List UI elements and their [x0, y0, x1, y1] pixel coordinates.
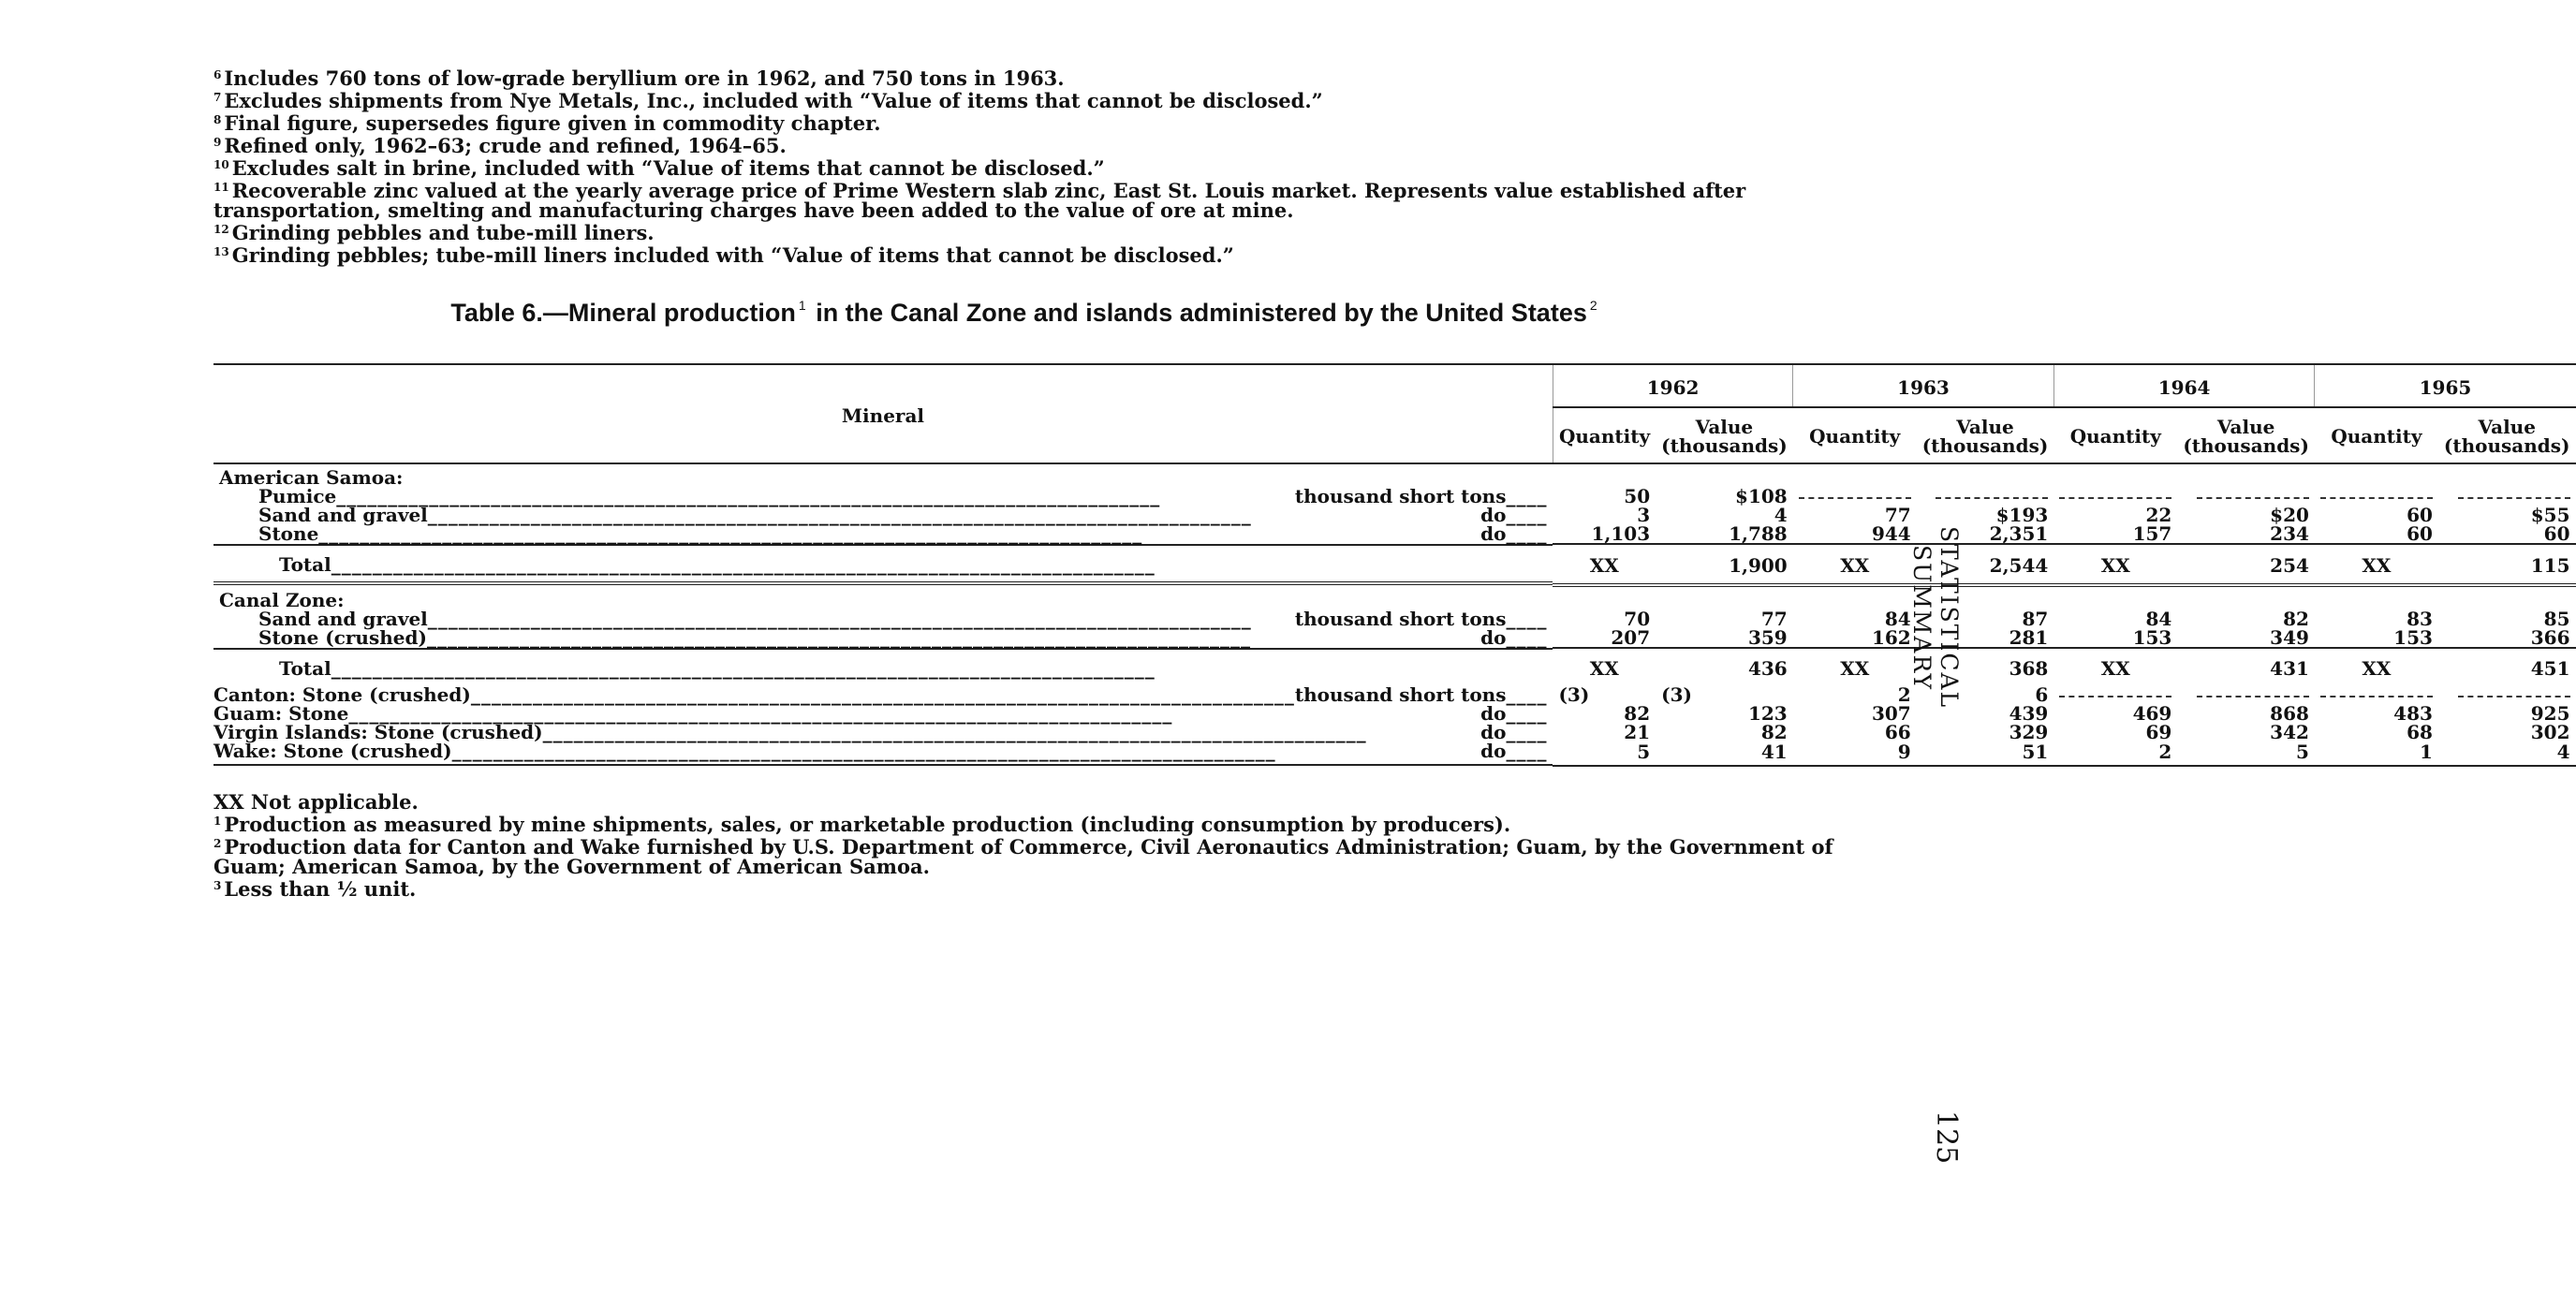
value-cell: XX	[1793, 648, 1917, 685]
table-row	[213, 506, 2576, 524]
value-cell: 157	[2132, 522, 2172, 545]
empty-cell	[2315, 685, 2438, 704]
value-header: Value (thousands)	[1917, 407, 2054, 463]
section-header-row	[213, 463, 2576, 487]
value-cell: 84	[1884, 608, 1911, 630]
value-cell: 1	[2315, 741, 2438, 766]
value-cell: 451	[2438, 648, 2576, 685]
value-cell: (3)	[1558, 683, 1590, 706]
dash-leader	[2059, 696, 2171, 697]
value-cell: 349	[2270, 626, 2309, 649]
footnote-10: $^{10}$ Excludes salt in brine, included with “Value of items that cannot be disclosed.”	[213, 156, 1105, 180]
footnote-12: $^{12}$ Grinding pebbles and tube-mill liners.	[213, 221, 655, 244]
value-cell: XX	[2315, 648, 2438, 685]
row-label-text: Total	[279, 553, 331, 576]
dot-leader: ____	[1506, 740, 1548, 762]
value-cell: 82	[1760, 721, 1788, 743]
value-cell: 4	[2438, 741, 2576, 766]
footnote-13: $^{13}$ Grinding pebbles; tube-mill liners included with “Value of items that cannot be disclosed.”	[213, 243, 1234, 267]
table-row	[213, 741, 2576, 766]
empty-cell	[2438, 487, 2576, 506]
table-row	[213, 685, 2576, 704]
year-header: 1962	[1553, 364, 1792, 407]
row-unit: do	[1480, 740, 1507, 762]
value-cell: 342	[2270, 721, 2309, 743]
dot-leader: ____	[1506, 608, 1548, 630]
footnote-9: $^9$ Refined only, 1962–63; crude and refined, 1964–65.	[213, 134, 787, 157]
value-cell: XX	[1553, 544, 1656, 585]
value-cell: 70	[1624, 608, 1651, 630]
dot-leader: ________________________________________________________________________________	[427, 504, 1252, 526]
footnote-text: Grinding pebbles and tube-mill liners.	[231, 221, 655, 244]
value-cell: 50	[1624, 485, 1651, 507]
value-cell: 469	[2132, 702, 2172, 725]
dot-leader: ________________________________________________________________________________	[470, 683, 1295, 706]
row-label	[213, 741, 1553, 766]
dash-leader	[2320, 696, 2433, 697]
value-cell: 21	[1624, 721, 1651, 743]
dot-leader: ________________________________________________________________________________	[318, 522, 1143, 545]
page-number: 125	[1930, 1110, 1963, 1165]
value-cell: XX	[1553, 648, 1656, 685]
value-cell: 82	[2283, 608, 2309, 630]
row-label-text: Guam: Stone	[213, 702, 349, 725]
year-header: 1963	[1793, 364, 2054, 407]
row-unit: thousand short tons	[1294, 485, 1507, 507]
dot-leader: ____	[1506, 721, 1548, 743]
value-cell: 84	[2145, 608, 2172, 630]
row-label	[213, 628, 1553, 647]
value-cell: 60	[2543, 522, 2570, 545]
mineral-production-table	[213, 363, 2576, 767]
dash-leader	[2458, 696, 2570, 697]
top-footnotes	[213, 66, 1899, 265]
dash-leader	[2320, 497, 2433, 499]
dot-leader: ____	[1506, 626, 1548, 649]
value-cell: $55	[2530, 504, 2570, 526]
table-row	[213, 723, 2576, 741]
dot-leader: ____	[1506, 683, 1548, 706]
value-cell: 2	[2053, 741, 2177, 766]
value-cell: (3)	[1661, 683, 1692, 706]
dot-leader: ____	[1506, 504, 1548, 526]
value-cell: 359	[1747, 626, 1788, 649]
footnote-3: $^3$ Less than ½ unit.	[213, 877, 417, 901]
dash-leader	[2059, 497, 2171, 499]
value-cell: 51	[1917, 741, 2054, 766]
value-cell: $20	[2270, 504, 2309, 526]
footnote-11: $^{11}$ Recoverable zinc valued at the yearly average price of Prime Western slab zinc, East St. Louis market. Represents value established after transportation, smelting and manufacturing charges have been added to the value of ore at mine.	[213, 179, 1746, 222]
dot-leader: ____	[1506, 702, 1548, 725]
row-label-text: Virgin Islands: Stone (crushed)	[213, 721, 543, 743]
value-cell: 2,544	[1917, 544, 2054, 585]
value-cell: 82	[1624, 702, 1651, 725]
row-label	[213, 704, 1553, 723]
dot-leader: ________________________________________________________________________________	[427, 608, 1252, 630]
dash-leader	[2197, 696, 2309, 697]
value-cell: 4	[1774, 504, 1788, 526]
footnote-text: Grinding pebbles; tube-mill liners included with “Value of items that cannot be disclosed.”	[231, 243, 1234, 267]
value-cell: 436	[1656, 648, 1793, 685]
row-unit: thousand short tons	[1294, 683, 1507, 706]
row-label	[213, 648, 1553, 685]
value-cell: 9	[1793, 741, 1917, 766]
value-cell: 60	[2407, 522, 2433, 545]
value-cell: 5	[2177, 741, 2315, 766]
row-label	[213, 487, 1553, 506]
empty-cell	[2177, 487, 2315, 506]
value-cell: 115	[2438, 544, 2576, 585]
row-label	[213, 544, 1553, 585]
row-label-text: Stone (crushed)	[258, 626, 427, 649]
value-cell: 2,351	[1989, 522, 2049, 545]
value-cell: $193	[1995, 504, 2049, 526]
empty-cell	[2177, 685, 2315, 704]
value-cell: 439	[2009, 702, 2049, 725]
year-header: 1965	[2315, 364, 2576, 407]
value-cell: 431	[2177, 648, 2315, 685]
value-cell: 85	[2543, 608, 2570, 630]
total-row	[213, 544, 2576, 585]
table-row	[213, 704, 2576, 723]
footnote-xx: XX Not applicable.	[213, 790, 419, 814]
row-unit: do	[1480, 522, 1507, 545]
value-cell: 68	[2407, 721, 2433, 743]
row-label	[213, 506, 1553, 524]
value-cell: 60	[2407, 504, 2433, 526]
table-row	[213, 609, 2576, 628]
value-cell: 868	[2270, 702, 2309, 725]
value-cell: 5	[1553, 741, 1656, 766]
footnote-8: $^8$ Final figure, supersedes figure given in commodity chapter.	[213, 111, 881, 135]
value-cell: 3	[1637, 504, 1651, 526]
total-row	[213, 648, 2576, 685]
value-cell: 162	[1871, 626, 1911, 649]
table-row	[213, 487, 2576, 506]
value-cell: 281	[2009, 626, 2049, 649]
value-cell: 1,900	[1656, 544, 1793, 585]
row-label-text: Sand and gravel	[258, 504, 428, 526]
value-cell: XX	[2053, 544, 2177, 585]
row-label	[213, 685, 1553, 704]
value-cell: 307	[1871, 702, 1911, 725]
row-unit: do	[1480, 626, 1507, 649]
section-name: American Samoa:	[219, 466, 404, 489]
value-cell: 77	[1884, 504, 1911, 526]
row-label-text: Wake: Stone (crushed)	[213, 740, 452, 762]
value-cell: $108	[1735, 485, 1788, 507]
value-cell: 66	[1884, 721, 1911, 743]
row-unit: thousand short tons	[1294, 608, 1507, 630]
row-label-text: Pumice	[258, 485, 337, 507]
dash-leader	[2197, 497, 2309, 499]
dot-leader: ________________________________________________________________________________	[426, 626, 1251, 649]
value-cell: XX	[1793, 544, 1917, 585]
row-unit: do	[1480, 702, 1507, 725]
row-label	[213, 723, 1553, 741]
value-cell: 6	[2035, 683, 2049, 706]
value-cell: 329	[2009, 721, 2049, 743]
row-unit: do	[1480, 504, 1507, 526]
value-cell: 2	[1897, 683, 1911, 706]
dot-leader: ________________________________________________________________________________	[331, 553, 1156, 576]
quantity-header: Quantity	[1553, 407, 1656, 463]
value-cell: 944	[1871, 522, 1911, 545]
value-cell: 302	[2530, 721, 2570, 743]
empty-cell	[2053, 685, 2177, 704]
footnote-text: Includes 760 tons of low-grade beryllium ore in 1962, and 750 tons in 1963.	[224, 66, 1065, 90]
table-body	[213, 463, 2576, 766]
quantity-header: Quantity	[2315, 407, 2438, 463]
mineral-column-header: Mineral	[213, 364, 1553, 463]
footnote-text: Refined only, 1962–63; crude and refined, 1964–65.	[224, 134, 787, 157]
table-row	[213, 524, 2576, 544]
footnote-text: Excludes salt in brine, included with “Value of items that cannot be disclosed.”	[231, 156, 1105, 180]
value-cell: 87	[2022, 608, 2049, 630]
running-head: STATISTICAL SUMMARY	[1908, 526, 1963, 710]
row-label-text: Stone	[258, 522, 319, 545]
dot-leader: ________________________________________________________________________________	[542, 721, 1367, 743]
dash-leader	[1799, 497, 1911, 499]
value-cell: 1,788	[1729, 522, 1788, 545]
value-cell: 153	[2393, 626, 2433, 649]
value-cell: 22	[2145, 504, 2172, 526]
value-cell: 69	[2145, 721, 2172, 743]
footnote-text: Excludes shipments from Nye Metals, Inc., included with “Value of items that cannot be disclosed.”	[224, 89, 1323, 112]
value-cell: 207	[1611, 626, 1651, 649]
section-name: Canal Zone:	[219, 589, 345, 611]
table-row	[213, 628, 2576, 648]
value-cell: 83	[2407, 608, 2433, 630]
dot-leader: ________________________________________________________________________________	[331, 657, 1156, 680]
value-cell: 123	[1747, 702, 1788, 725]
header-row-years	[213, 364, 2576, 407]
dot-leader: ________________________________________________________________________________	[336, 485, 1161, 507]
value-cell: 483	[2393, 702, 2433, 725]
empty-cell	[2315, 487, 2438, 506]
row-label-text: Canton: Stone (crushed)	[213, 683, 471, 706]
value-cell: 366	[2530, 626, 2570, 649]
value-cell: XX	[2053, 648, 2177, 685]
row-label-text: Total	[279, 657, 331, 680]
value-cell: 254	[2177, 544, 2315, 585]
row-label	[213, 609, 1553, 628]
empty-cell	[2053, 487, 2177, 506]
dot-leader: ________________________________________________________________________________	[451, 740, 1276, 762]
table-title: Table 6.—Mineral production $^1$ in the Canal Zone and islands administered by the United States $^2$	[450, 298, 1597, 327]
quantity-header: Quantity	[1793, 407, 1917, 463]
value-cell: 925	[2530, 702, 2570, 725]
value-cell: 368	[1917, 648, 2054, 685]
value-cell: 153	[2132, 626, 2172, 649]
value-cell: XX	[2315, 544, 2438, 585]
footnote-2: $^2$ Production data for Canton and Wake furnished by U.S. Department of Commerce, Civil Aeronautics Administration; Guam, by the Government of Guam; American Samoa, by the Government of American Samoa.	[213, 835, 1833, 878]
row-label	[213, 524, 1553, 543]
value-header: Value (thousands)	[2177, 407, 2315, 463]
dot-leader: ________________________________________________________________________________	[348, 702, 1173, 725]
value-cell: 77	[1760, 608, 1788, 630]
footnote-6: $^6$ Includes 760 tons of low-grade beryllium ore in 1962, and 750 tons in 1963.	[213, 66, 1065, 90]
value-cell: 234	[2270, 522, 2309, 545]
value-header: Value (thousands)	[2438, 407, 2576, 463]
dot-leader: ____	[1506, 485, 1548, 507]
year-header: 1964	[2053, 364, 2315, 407]
footnote-text: Final figure, supersedes figure given in commodity chapter.	[224, 111, 881, 135]
row-unit: do	[1480, 721, 1507, 743]
empty-cell	[2438, 685, 2576, 704]
empty-cell	[1793, 487, 1917, 506]
footnote-1: $^1$ Production as measured by mine shipments, sales, or marketable production (including consumption by producers).	[213, 813, 1511, 836]
value-cell: 41	[1656, 741, 1793, 766]
dot-leader: ____	[1506, 522, 1548, 545]
footnote-text: Recoverable zinc valued at the yearly average price of Prime Western slab zinc, East St. Louis market. Represents value established after transportation, smelting and manufacturing charges have been added to the value of ore at mine.	[213, 179, 1746, 222]
footnote-7: $^7$ Excludes shipments from Nye Metals, Inc., included with “Value of items that cannot be disclosed.”	[213, 89, 1323, 112]
section-header-row	[213, 585, 2576, 609]
quantity-header: Quantity	[2053, 407, 2177, 463]
bottom-footnotes	[213, 792, 1890, 899]
value-header: Value (thousands)	[1656, 407, 1793, 463]
row-label-text: Sand and gravel	[258, 608, 428, 630]
value-cell: 1,103	[1591, 522, 1651, 545]
dash-leader	[2458, 497, 2570, 499]
